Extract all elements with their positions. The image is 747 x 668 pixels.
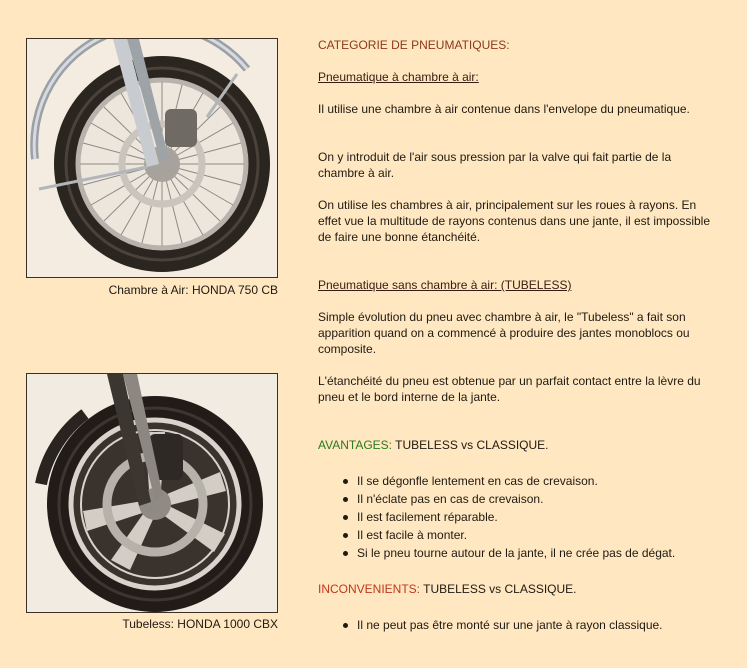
tube-paragraph-3: On utilise les chambres à air, principalement sur les roues à rayons. En effet vue la multitude de rayons contenus dans une jante, il est impossible de faire une bonne étanchéité. (318, 198, 711, 244)
list-item: Il ne peut pas être monté sur une jante à rayon classique. (340, 616, 663, 634)
cast-wheel-caption: Tubeless: HONDA 1000 CBX (122, 617, 278, 631)
list-item: Il est facile à monter. (340, 526, 675, 544)
list-item: Si le pneu tourne autour de la jante, il ne crée pas de dégat. (340, 544, 675, 562)
cast-wheel-image (27, 374, 277, 612)
tubeless-subtitle (318, 277, 713, 293)
drawbacks-heading-rest: TUBELESS vs CLASSIQUE. (420, 582, 577, 596)
tube-subtitle-text: Pneumatique à chambre à air: (318, 70, 479, 84)
spoked-wheel-photo (26, 38, 278, 278)
category-title: CATEGORIE DE PNEUMATIQUES: (318, 38, 510, 52)
drawbacks-heading (318, 581, 713, 597)
tube-paragraph-2: On y introduit de l'air sous pression par la valve qui fait partie de la chambre à air. (318, 150, 672, 180)
list-item: Il se dégonfle lentement en cas de crevaison. (340, 472, 675, 490)
spoked-wheel-image (27, 39, 277, 277)
advantages-label: AVANTAGES: (318, 438, 393, 452)
tubeless-paragraph-1: Simple évolution du pneu avec chambre à air, le "Tubeless" a fait son apparition quand on a commencé à produire des jantes monoblocs ou composite. (318, 310, 690, 356)
advantages-heading (318, 437, 713, 453)
tubeless-paragraph-2: L'étanchéité du pneu est obtenue par un parfait contact entre la lèvre du pneu et le bord interne de la jante. (318, 374, 701, 404)
tube-paragraph-1: Il utilise une chambre à air contenue dans l'envelope du pneumatique. (318, 102, 690, 116)
drawbacks-label: INCONVENIENTS: (318, 582, 421, 596)
list-item: Il est facilement réparable. (340, 508, 675, 526)
drawbacks-list (340, 616, 663, 634)
tubeless-subtitle-text: Pneumatique sans chambre à air: (TUBELESS) (318, 278, 572, 292)
advantages-heading-rest: TUBELESS vs CLASSIQUE. (392, 438, 549, 452)
spoked-wheel-caption: Chambre à Air: HONDA 750 CB (108, 283, 278, 297)
cast-wheel-photo (26, 373, 278, 613)
list-item: Il n'éclate pas en cas de crevaison. (340, 490, 675, 508)
tube-subtitle (318, 69, 713, 85)
advantages-list (340, 472, 675, 562)
